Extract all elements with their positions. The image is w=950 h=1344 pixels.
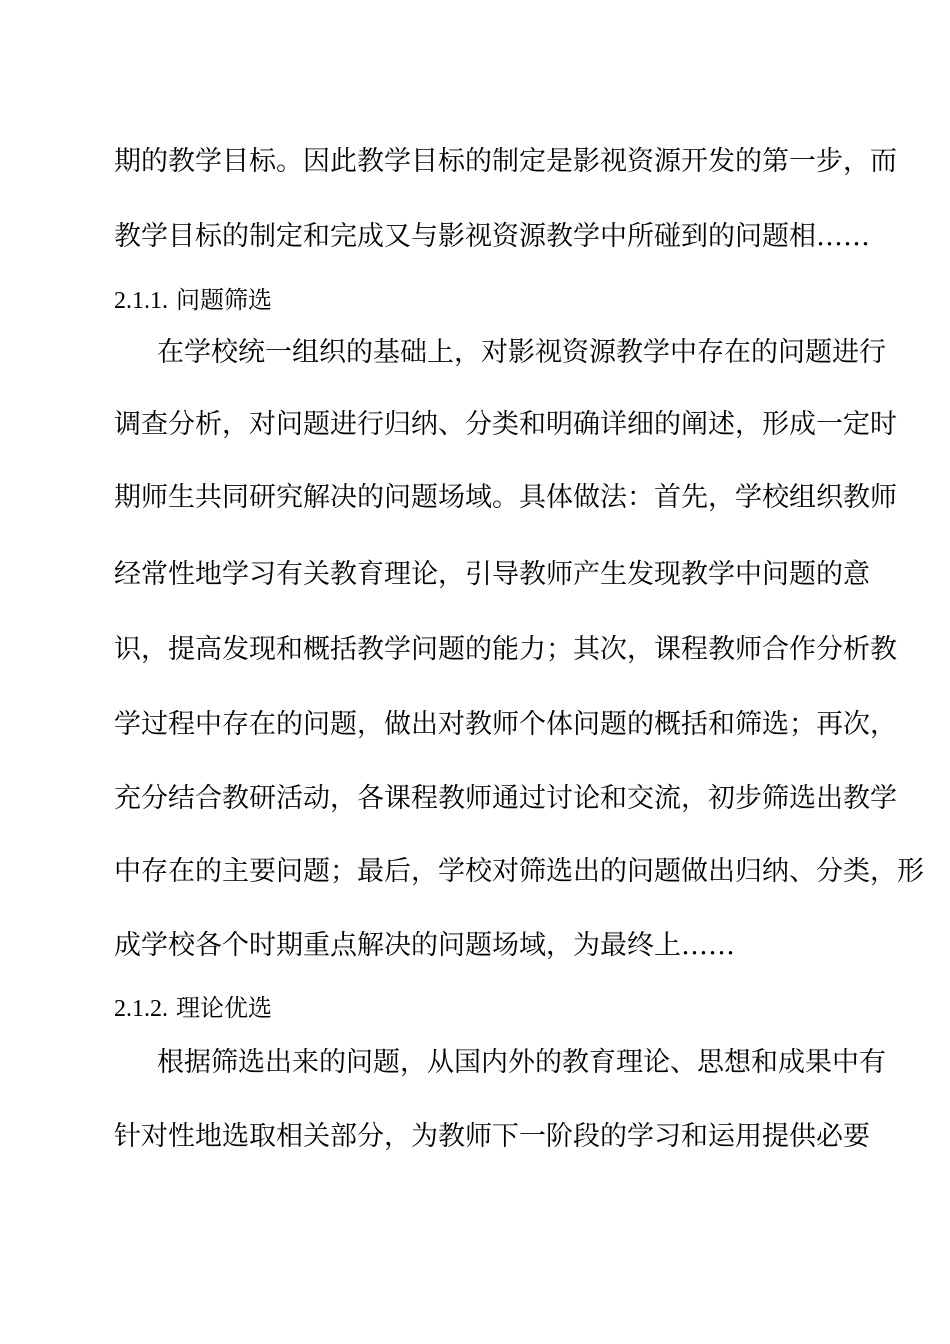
intro-line-1: 期的教学目标。因此教学目标的制定是影视资源开发的第一步，而 [114,146,897,177]
paragraph-line: 根据筛选出来的问题，从国内外的教育理论、思想和成果中有 [157,1047,886,1078]
section-heading-2-1-1 [114,282,272,319]
paragraph-line: 充分结合教研活动，各课程教师通过讨论和交流，初步筛选出教学 [114,783,897,814]
section-number: 2.1.2. [114,996,168,1022]
paragraph-line: 学过程中存在的问题，做出对教师个体问题的概括和筛选；再次， [114,709,897,740]
paragraph-line: 在学校统一组织的基础上，对影视资源教学中存在的问题进行 [157,337,886,368]
paragraph-line: 成学校各个时期重点解决的问题场域，为最终上…… [114,930,735,961]
paragraph-line: 调查分析，对问题进行归纳、分类和明确详细的阐述，形成一定时 [114,409,897,440]
paragraph-line: 期师生共同研究解决的问题场域。具体做法：首先，学校组织教师 [114,482,897,513]
section-title: 问题筛选 [176,286,272,314]
paragraph-line: 识，提高发现和概括教学问题的能力；其次，课程教师合作分析教 [114,634,897,665]
section-number: 2.1.1. [114,288,168,314]
paragraph-line: 针对性地选取相关部分，为教师下一阶段的学习和运用提供必要 [114,1121,870,1152]
intro-line-2: 教学目标的制定和完成又与影视资源教学中所碰到的问题相…… [114,221,870,252]
section-title: 理论优选 [176,994,272,1022]
paragraph-line: 经常性地学习有关教育理论，引导教师产生发现教学中问题的意 [114,559,870,590]
section-heading-2-1-2 [114,990,272,1027]
paragraph-line: 中存在的主要问题；最后，学校对筛选出的问题做出归纳、分类，形 [114,856,924,887]
